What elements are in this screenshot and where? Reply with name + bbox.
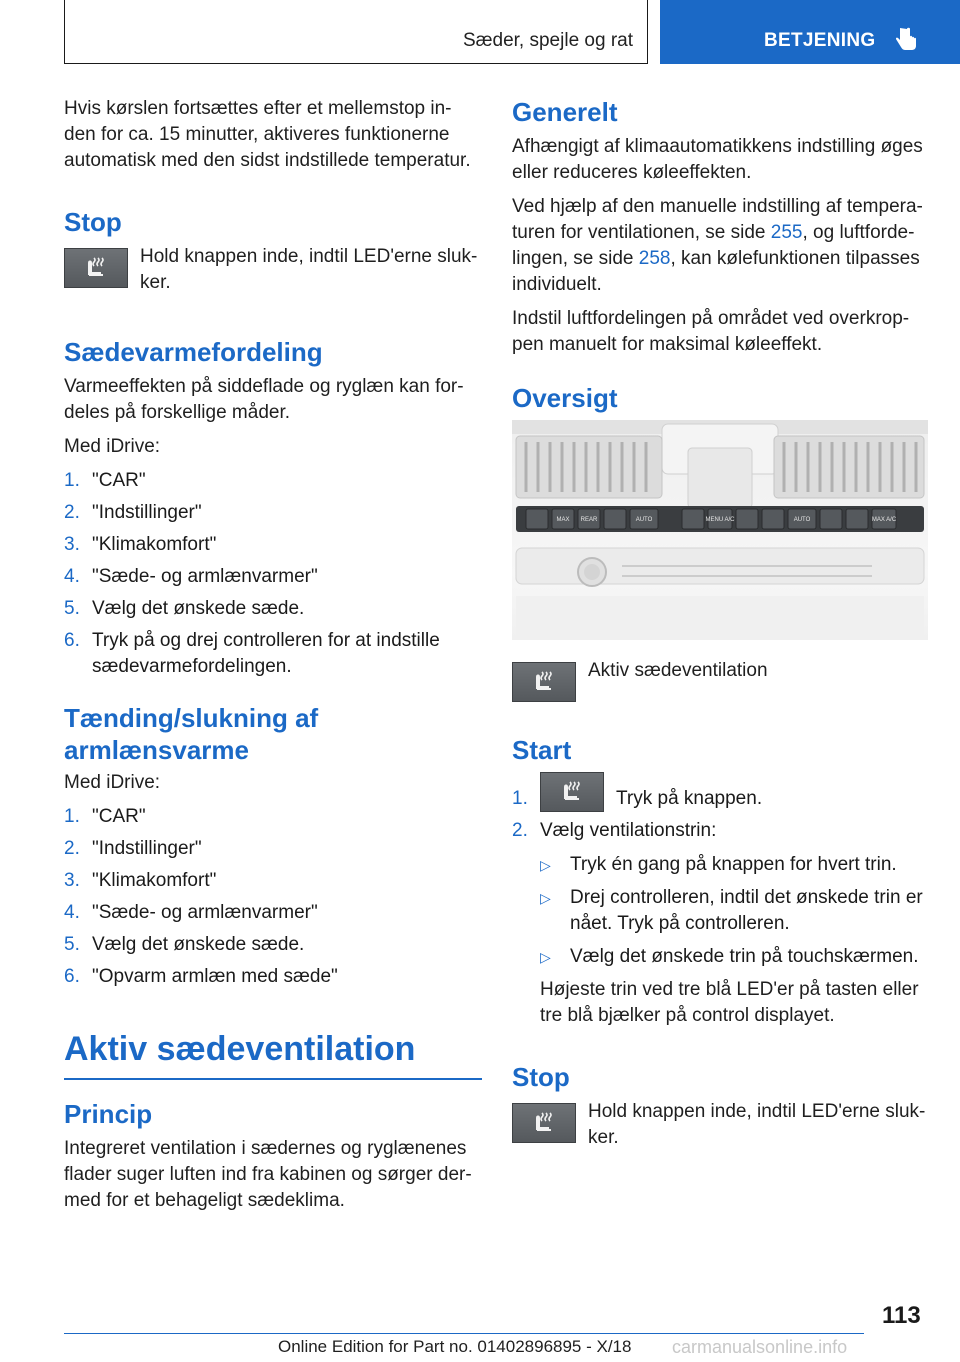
armrest-heading: Tænding/slukning af armlænsvarme — [64, 703, 319, 765]
left-column — [64, 96, 482, 1222]
general-text-3: Indstil luftfordelingen på området ved overkrop-pen manuelt for maksimal køleeffekt. — [512, 308, 910, 355]
intro-text: Hvis kørslen fortsættes efter et mellemstop in-den for ca. 15 minutter, aktiveres funktionerne automatisk med den sidst indstillede temperatur. — [64, 98, 471, 171]
list-item: 2. Vælg ventilationstrin: — [512, 820, 717, 841]
ventilation-chapter-heading: Aktiv sædeventilation — [64, 1030, 416, 1068]
general-heading: Generelt — [512, 97, 618, 127]
seat-ventilation-button-icon — [512, 662, 576, 702]
principle-heading: Princip — [64, 1099, 153, 1129]
seat-ventilation-button-icon — [540, 772, 604, 812]
overview-caption-row — [512, 658, 928, 702]
header-chapter-tab[interactable] — [660, 0, 960, 64]
panel-label: MENU A/C — [705, 517, 735, 523]
start-note: Højeste trin ved tre blå LED'er på tasten eller tre blå bjælker på control displayet. — [540, 979, 919, 1026]
footer-edition: Online Edition for Part no. 01402896895 - X/18 — [278, 1337, 632, 1356]
stop-text-right: Hold knappen inde, indtil LED'erne sluk-ker. — [588, 1101, 926, 1148]
list-item: ▷ Vælg det ønskede trin på touchskærmen. — [540, 944, 928, 970]
overview-heading: Oversigt — [512, 383, 618, 413]
right-column — [512, 96, 928, 1167]
list-item: 2. "Indstillinger" — [64, 838, 202, 859]
seat-ventilation-button-icon — [512, 1103, 576, 1143]
distribution-text: Varmeeffekten på siddeflade og ryglæn kan for-deles på forskellige måder. — [64, 376, 464, 423]
stop-text: Hold knappen inde, indtil LED'erne sluk-ker. — [140, 246, 478, 293]
list-item: ▷ Tryk én gang på knappen for hvert trin. — [540, 852, 928, 878]
footer-rule — [64, 1333, 864, 1334]
panel-label: MAX A/C — [871, 517, 897, 523]
list-item: 1. "CAR" — [64, 470, 146, 491]
general-text-1: Afhængigt af klimaautomatikkens indstilling øges eller reduceres køleeffekten. — [512, 136, 923, 183]
list-item: 4. "Sæde- og armlænvarmer" — [64, 902, 318, 923]
panel-label: MAX — [556, 517, 570, 523]
distribution-heading: Sædevarmefordeling — [64, 337, 323, 367]
page-link-255[interactable]: 255 — [770, 222, 803, 243]
principle-text: Integreret ventilation i sædernes og ryglænenes flader suger luften ind fra kabinen og sørger der-med for et behageligt sædeklima. — [64, 1138, 472, 1211]
list-item: 4. "Sæde- og armlænvarmer" — [64, 566, 318, 587]
stop-heading: Stop — [64, 207, 122, 237]
armrest-steps — [64, 804, 482, 990]
list-item: 6. Tryk på og drej controlleren for at indstille sædevarmefordelingen. — [64, 630, 440, 677]
triangle-bullet-icon: ▷ — [540, 857, 551, 873]
triangle-bullet-icon: ▷ — [540, 949, 551, 965]
list-item: 5. Vælg det ønskede sæde. — [64, 598, 305, 619]
panel-label: AUTO — [635, 517, 653, 523]
start-steps — [512, 772, 928, 844]
heading-rule — [64, 1078, 482, 1080]
stop-heading-right: Stop — [512, 1062, 570, 1092]
list-item: 6. "Opvarm armlæn med sæde" — [64, 966, 338, 987]
triangle-bullet-icon: ▷ — [540, 890, 551, 906]
climate-panel-illustration — [512, 420, 928, 640]
list-item: 5. Vælg det ønskede sæde. — [64, 934, 305, 955]
list-item: 2. "Indstillinger" — [64, 502, 202, 523]
stop-instruction-right — [512, 1099, 928, 1159]
chapter-title: BETJENING — [764, 30, 876, 51]
distribution-idrive-label: Med iDrive: — [64, 436, 161, 457]
section-title: Sæder, spejle og rat — [462, 30, 633, 51]
general-text-2: Ved hjælp af den manuelle indstilling af tempera-turen for ventilationen, se side 255, og luftforde-lingen, se side 258, kan kølefunktionen tilpasses individuelt. — [512, 196, 923, 295]
list-item: ▷ Drej controlleren, indtil det ønskede trin er nået. Tryk på controlleren. — [540, 885, 928, 937]
watermark: carmanualsonline.info — [672, 1337, 848, 1357]
pointing-hand-icon — [896, 26, 918, 57]
list-item: 1. "CAR" — [64, 806, 146, 827]
armrest-idrive-label: Med iDrive: — [64, 772, 161, 793]
panel-label: REAR — [580, 517, 598, 523]
start-substeps — [540, 852, 928, 970]
seat-heating-button-icon — [64, 248, 128, 288]
list-item: 3. "Klimakomfort" — [64, 534, 217, 555]
header-section-box — [64, 0, 648, 64]
overview-caption: Aktiv sædeventilation — [588, 660, 768, 681]
list-item: 1. Tryk på knappen. — [512, 772, 928, 812]
stop-instruction — [64, 244, 482, 304]
page-number: 113 — [882, 1302, 921, 1329]
page-link-258[interactable]: 258 — [638, 248, 671, 269]
start-heading: Start — [512, 735, 572, 765]
panel-label: AUTO — [793, 517, 811, 523]
list-item: 3. "Klimakomfort" — [64, 870, 217, 891]
distribution-steps — [64, 468, 482, 680]
